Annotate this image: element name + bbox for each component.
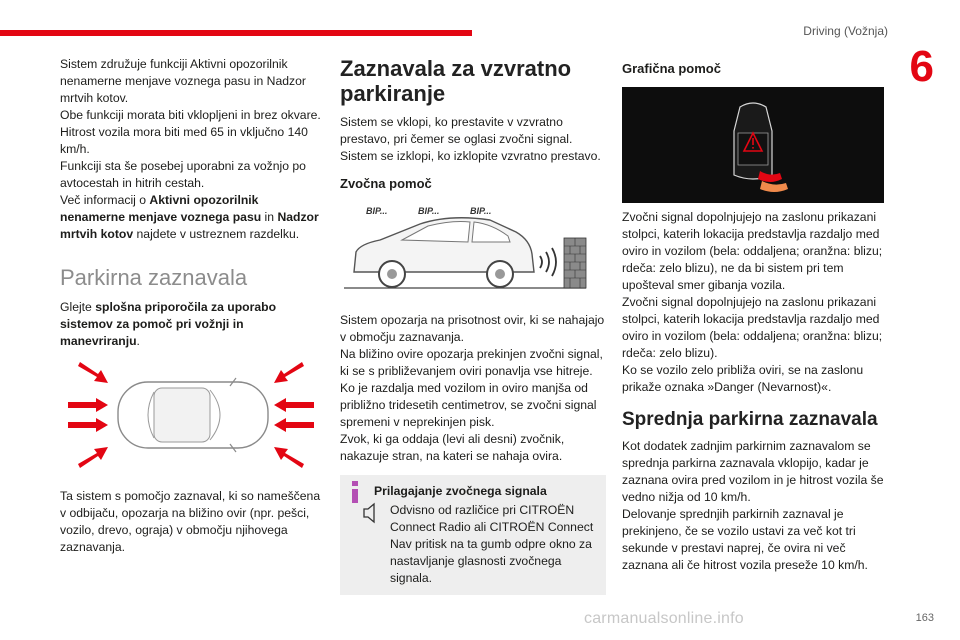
brick-wall [564,238,586,288]
danger-mark-dot [752,147,754,149]
wheel-hub [495,269,505,279]
column-middle [340,56,606,595]
section-heading-rear-sensors: Zaznavala za vzvratno parkiranje [340,56,572,106]
text-bold: splošna priporočila za uporabo sistemov za pomoč pri vožnji in manevriranju [60,300,277,348]
speaker-icon [358,502,384,524]
wheel-hub [387,269,397,279]
paragraph: Ta sistem s pomočjo zaznaval, ki so nameščena v odbijaču, opozarja na bližino ovir (npr. pešci, vozilo, drevo, ograja) v območju njihovega zaznavanja. [60,489,321,554]
column-right [622,56,886,574]
bip-label: BIP... [470,206,492,216]
car-top-view-sensors-figure [60,356,322,476]
section-heading-parking-sensors: Parkirna zaznavala [60,265,248,290]
text: Več informacij o [60,193,150,207]
danger-mark [752,138,754,145]
more-info-paragraph [60,192,322,243]
arrow-right-top [274,398,314,412]
column-left [60,56,322,556]
paragraph: Sistem se izklopi, ko izklopite vzvratno prestavo. [340,149,601,163]
top-accent-bar [0,30,472,36]
paragraph: Ko se vozilo zelo približa oviri, se na zaslonu prikaže oznaka »Danger (Nevarnost)«. [622,363,864,394]
paragraph: Ko je razdalja med vozilom in oviro manjša od približno tridesetih centimetrov, se zvočni signal spremeni v neprekinjen pisk. [340,381,597,429]
arrow-left-bottom [68,418,108,432]
text-bold: Aktivni opozorilnik nenamerne menjave voznega pasu [60,193,262,224]
arrow-diag-bl [78,447,108,468]
subheading-visual-aid: Grafična pomoč [622,61,721,76]
text-bold: Nadzor mrtvih kotov [60,210,319,241]
text: najdete v ustreznem razdelku. [133,227,300,241]
section-heading-front-sensors: Sprednja parkirna zaznavala [622,409,878,430]
paragraph: Delovanje sprednjih parkirnih zaznaval je prekinjeno, če se vozilo ustavi za več kot tri sekunde v prestavi naprej, če ovira ni več zaznana ali če hitrost vozila preseže 10 km/h. [622,507,868,572]
bip-label: BIP... [366,206,388,216]
arrow-diag-tl [78,362,108,383]
page-number: 163 [915,612,934,624]
paragraph: Zvočni signal dopolnjujejo na zaslonu prikazani stolpci, katerih lokacija predstavlja razdaljo med oviro in vozilom (bela: oddaljena; oranžna: blizu; rdeča: zelo blizu), ne da bi sistem pri tem upošteval smer gibanja vozila. [622,210,883,292]
paragraph: Na bližino ovire opozarja prekinjen zvočni signal, ki se s približevanjem oviri ponavlja vse hitreje. [340,347,603,378]
text: in [261,210,278,224]
car-roof [738,133,768,165]
paragraph: Zvok, ki ga oddaja (levi ali desni) zvočnik, nakazuje stran, na kateri se nahaja ovira. [340,432,565,463]
page-header-title: Driving (Vožnja) [803,24,888,38]
recommendation-paragraph [60,299,322,350]
bip-label: BIP... [418,206,440,216]
car-side-beep-figure [340,202,606,302]
paragraph: Funkciji sta še posebej uporabni za vožnjo po avtocestah in hitrih cestah. [60,159,306,190]
car-roof-shape [154,388,210,442]
arrow-right-bottom [274,418,314,432]
arrow-left-top [68,398,108,412]
paragraph: Sistem se vklopi, ko prestavite v vzvratno prestavo, pri čemer se oglasi zvočni signal. [340,115,573,146]
paragraph: Sistem združuje funkciji Aktivni opozorilnik nenamerne menjave voznega pasu in Nadzor mrtvih kotov. [60,57,306,105]
watermark: carmanualsonline.info [584,610,744,627]
chapter-number: 6 [909,42,934,91]
arrow-diag-tr [274,362,304,383]
sound-waves [540,248,556,276]
text: Glejte [60,300,96,314]
paragraph: Kot dodatek zadnjim parkirnim zaznavalom se sprednja parkirna zaznavala vklopijo, kadar je zaznana ovira pred vozilom in je hitrost vozila še vedno nižja od 10 km/h. [622,439,884,504]
paragraph: Zvočni signal dopolnjujejo na zaslonu prikazani stolpci, katerih lokacija predstavlja razdaljo med oviro in vozilom (bela: oddaljena; oranžna: blizu; rdeča: zelo blizu). [622,295,883,360]
display-screen-figure [622,87,884,203]
paragraph: Obe funkciji morata biti vklopljeni in brez okvare. [60,108,321,122]
arrow-diag-br [274,447,304,468]
info-i-icon [348,481,362,503]
info-box-title: Prilagajanje zvočnega signala [374,484,547,498]
subheading-audible-aid: Zvočna pomoč [340,176,432,191]
paragraph: Hitrost vozila mora biti med 65 in vključno 140 km/h. [60,125,308,156]
info-box-text: Odvisno od različice pri CITROËN Connect Radio ali CITROËN Connect Nav pritisk na ta gumb odpre okno za nastavljanje glasnosti zvočnega signala. [390,503,594,585]
info-box-audio-setting [340,475,606,595]
text: . [136,334,140,348]
paragraph: Sistem opozarja na prisotnost ovir, ki se nahajajo v območju zaznavanja. [340,313,605,344]
